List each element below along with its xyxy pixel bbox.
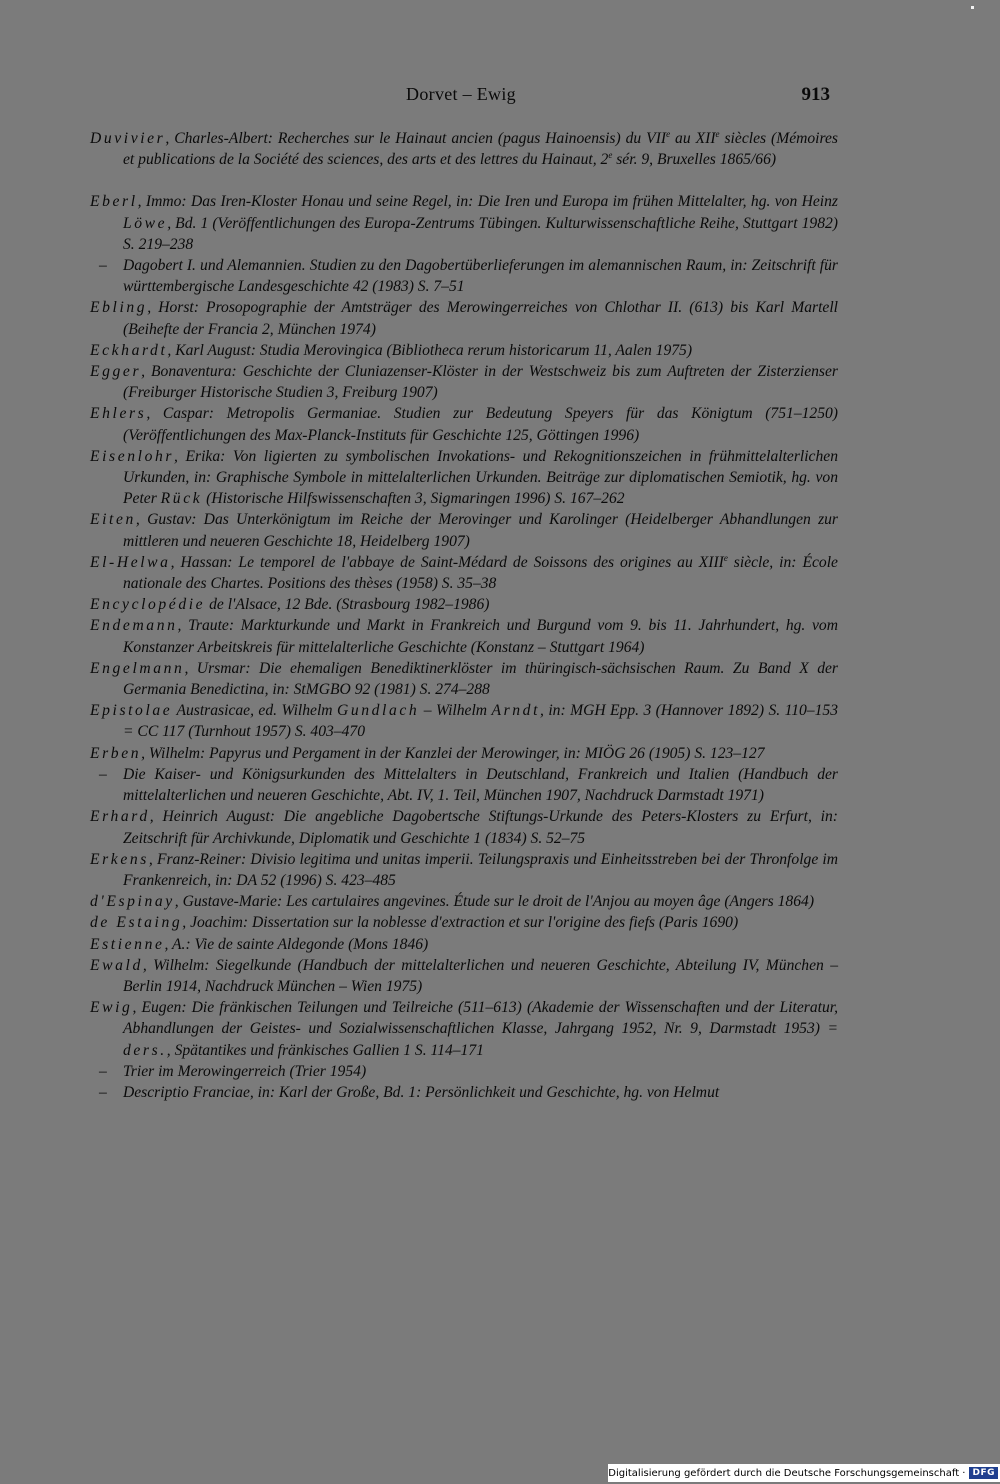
entry-author: d'Espinay (90, 893, 175, 911)
entry-author: Erhard (90, 808, 150, 826)
superscript: e (723, 552, 728, 563)
entry-author: Estienne (90, 935, 165, 953)
entry-text: , Horst: Prosopographie der Amtsträger des Merowingerreiches von Chlothar II. (613) bis Karl Martell (Beihefte der Francia 2, München 1974) (123, 299, 838, 338)
entry-text: , Wilhelm: Papyrus und Pergament in der Kanzlei der Merowinger, in: MIÖG 26 (1905) S. 123–127 (141, 744, 765, 762)
entry-text: , Wilhelm: Siegelkunde (Handbuch der mittelalterlichen und neueren Geschichte, Abteilung IV, München – Berlin 1914, Nachdruck München – Wien 1975) (123, 956, 838, 995)
bib-entry (90, 552, 838, 594)
entry-text: Trier im Merowingerreich (Trier 1954) (123, 1062, 367, 1080)
entry-author: Erkens (90, 850, 149, 868)
dash-mark: – (99, 1083, 107, 1101)
scan-speck (971, 6, 974, 9)
entry-text: au XII (670, 130, 716, 147)
running-head: Dorvet – Ewig (406, 84, 516, 104)
editor-name: Rück (160, 490, 203, 508)
entry-text: (Historische Hilfswissenschaften 3, Sigmaringen 1996) S. 167–262 (202, 490, 625, 508)
entry-text: , Spätantikes und fränkisches Gallien 1 S. 114–171 (166, 1041, 484, 1059)
entry-author: Egger (90, 363, 142, 381)
entry-text: Die Kaiser- und Königsurkunden des Mittelalters in Deutschland, Frankreich und Italien (Handbuch der mittelalterlichen und neueren Geschichte, Abt. IV, 1. Teil, München 1907, Nachdruck Darmstadt 1971) (123, 765, 838, 805)
bibliography (90, 128, 838, 1103)
bib-entry (90, 806, 838, 848)
entry-text: Austrasicae, ed. Wilhelm (172, 702, 337, 720)
entry-text: , Heinrich August: Die angebliche Dagobertsche Stiftungs-Urkunde des Peters-Klosters zu Erfurt, in: Zeitschrift für Archivkunde, Diplomatik und Geschichte 1 (1834) S. 52–75 (123, 808, 838, 847)
bib-entry (90, 891, 838, 912)
digitization-footer (608, 1464, 1000, 1482)
entry-text: sér. 9, Bruxelles 1865/66) (612, 151, 777, 169)
bib-entry (90, 700, 838, 742)
entry-text: Dagobert I. und Alemannien. Studien zu den Dagobertüberlieferungen im alemannischen Raum, in: Zeitschrift für württembergische Landesgeschichte 42 (1983) S. 7–51 (123, 257, 838, 296)
entry-text: , Joachim: Dissertation sur la noblesse d'extraction et sur l'origine des fiefs (Paris 1690) (182, 914, 739, 932)
entry-author: Encyclopédie (90, 596, 206, 614)
entry-author: Ewig (90, 999, 133, 1017)
superscript: e (715, 129, 720, 139)
entry-author: Epistolae (90, 702, 173, 720)
entry-author: Ebling (90, 299, 148, 317)
entry-text: , Gustave-Marie: Les cartulaires angevines. Étude sur le droit de l'Anjou au moyen âge (Angers 1864) (174, 893, 815, 911)
superscript: e (608, 150, 613, 161)
entry-text: – Wilhelm (419, 702, 492, 720)
dash-mark: – (99, 1062, 107, 1080)
entry-text: , Gustav: Das Unterkönigtum im Reiche der Merovinger und Karolinger (Heidelberger Abhandlungen zur mittleren und neueren Geschichte 18, Heidelberg 1907) (123, 511, 838, 550)
entry-text: , Eugen: Die fränkischen Teilungen und Teilreiche (511–613) (Akademie der Wissenschaften und der Literatur, Abhandlungen der Geistes- und Sozialwissenschaftlichen Klasse, Jahrgang 1952, Nr. 9, Darmstadt 1953) = (123, 999, 838, 1038)
bib-entry (90, 1061, 838, 1082)
superscript: e (666, 129, 671, 139)
bib-entry (90, 955, 838, 997)
entry-text: siècle, in: École nationale des Chartes. Positions des thèses (1958) S. 35–38 (123, 553, 838, 593)
entry-author: Eckhardt (90, 341, 168, 359)
entry-text: , Charles-Albert: Recherches sur le Hainaut ancien (pagus Hainoensis) du VII (165, 130, 667, 147)
dash-mark: – (99, 257, 107, 275)
bib-entry (90, 128, 838, 170)
entry-text: , Bd. 1 (Veröffentlichungen des Europa-Zentrums Tübingen. Kulturwissenschaftliche Reihe, Stuttgart 1982) S. 219–238 (123, 214, 838, 253)
entry-author: Endemann (90, 617, 178, 635)
bib-entry (90, 361, 838, 403)
entry-text: , Caspar: Metropolis Germaniae. Studien zur Bedeutung Speyers für das Königtum (751–1250) (Veröffentlichungen des Max-Planck-Instituts für Geschichte 125, Göttingen 1996) (123, 405, 838, 444)
entry-text: , Franz-Reiner: Divisio legitima und unitas imperii. Teilungspraxis und Einheitsstreben bei der Thronfolge im Frankenreich, in: DA 52 (1996) S. 423–485 (123, 850, 838, 889)
entry-text: , Bonaventura: Geschichte der Cluniazenser-Klöster in der Westschweiz bis zum Auftreten der Zisterzienser (Freiburger Historische Studien 3, Freiburg 1907) (123, 363, 838, 402)
page-number: 913 (801, 84, 830, 105)
entry-author: Eiten (90, 511, 136, 529)
bib-entry (90, 340, 838, 361)
entry-text: , Erika: Von ligierten zu symbolischen Invokations- und Rekognitionszeichen in frühmittelalterlichen Urkunden, in: Graphische Symbole in mittelalterlichen Urkunden. Beiträge zur diplomatischen Semiotik, hg. von Peter (123, 447, 838, 508)
footer-credit: Digitalisierung gefördert durch die Deutsche Forschungsgemeinschaft · (608, 1467, 966, 1479)
bib-entry (90, 615, 838, 657)
editor-name: Gundlach (336, 702, 420, 720)
page-header (90, 84, 832, 110)
entry-author: Erben (90, 744, 142, 762)
editor-name: ders. (123, 1041, 167, 1059)
entry-author: Engelmann (90, 659, 185, 677)
entry-author: de Estaing (90, 914, 183, 932)
editor-name: Arndt (491, 702, 541, 720)
dash-mark: – (99, 765, 107, 783)
dfg-logo: DFG (969, 1467, 998, 1479)
bib-entry (90, 255, 838, 297)
entry-text: , Hassan: Le temporel de l'abbaye de Saint-Médard de Soissons des origines au XIII (170, 553, 724, 571)
entry-text: , Ursmar: Die ehemaligen Benediktinerklöster im thüringisch-sächsischen Raum. Zu Band X der Germania Benedictina, in: StMGBO 92 (1981) S. 274–288 (123, 659, 838, 699)
bib-entry (90, 658, 838, 700)
bib-entry (90, 191, 838, 255)
bib-entry (90, 446, 838, 510)
entry-text: siècles (Mémoires et publications de la Société des sciences, des arts et des lettres du Hainaut, 2 (123, 130, 838, 169)
entry-text: de l'Alsace, 12 Bde. (Strasbourg 1982–1986) (205, 596, 490, 614)
entry-text: , Traute: Markturkunde und Markt in Frankreich und Burgund vom 9. bis 11. Jahrhundert, hg. vom Konstanzer Arbeitskreis für mittelalterliche Geschichte (Konstanz – Stuttgart 1964) (123, 617, 838, 656)
entry-text: , A.: Vie de sainte Aldegonde (Mons 1846) (164, 935, 429, 953)
entry-text: Descriptio Franciae, in: Karl der Große, Bd. 1: Persönlichkeit und Geschichte, hg. von Helmut (123, 1083, 720, 1101)
bib-entry (90, 934, 838, 955)
entry-text: , Karl August: Studia Merovingica (Bibliotheca rerum historicarum 11, Aalen 1975) (167, 341, 693, 359)
bib-entry (90, 743, 838, 764)
bib-entry (90, 297, 838, 339)
bib-entry (90, 1082, 838, 1103)
bib-entry (90, 764, 838, 806)
entry-author: Ehlers (90, 405, 147, 423)
entry-author: Eberl (90, 193, 138, 211)
entry-author: Eisenlohr (90, 447, 175, 465)
bib-entry (90, 997, 838, 1061)
bib-entry (90, 509, 838, 551)
bib-entry (90, 594, 838, 615)
bib-entry (90, 403, 838, 445)
bib-entry (90, 849, 838, 891)
entry-author: Ewald (90, 956, 143, 974)
editor-name: Löwe (123, 214, 168, 232)
entry-author: Duvivier (90, 130, 166, 147)
entry-author: El-Helwa (90, 553, 171, 571)
entry-text: , Immo: Das Iren-Kloster Honau und seine Regel, in: Die Iren und Europa im frühen Mittelalter, hg. von Heinz (137, 193, 838, 211)
bib-entry (90, 912, 838, 933)
entry-text: , in: MGH Epp. 3 (Hannover 1892) S. 110–153 = CC 117 (Turnhout 1957) S. 403–470 (123, 702, 838, 741)
